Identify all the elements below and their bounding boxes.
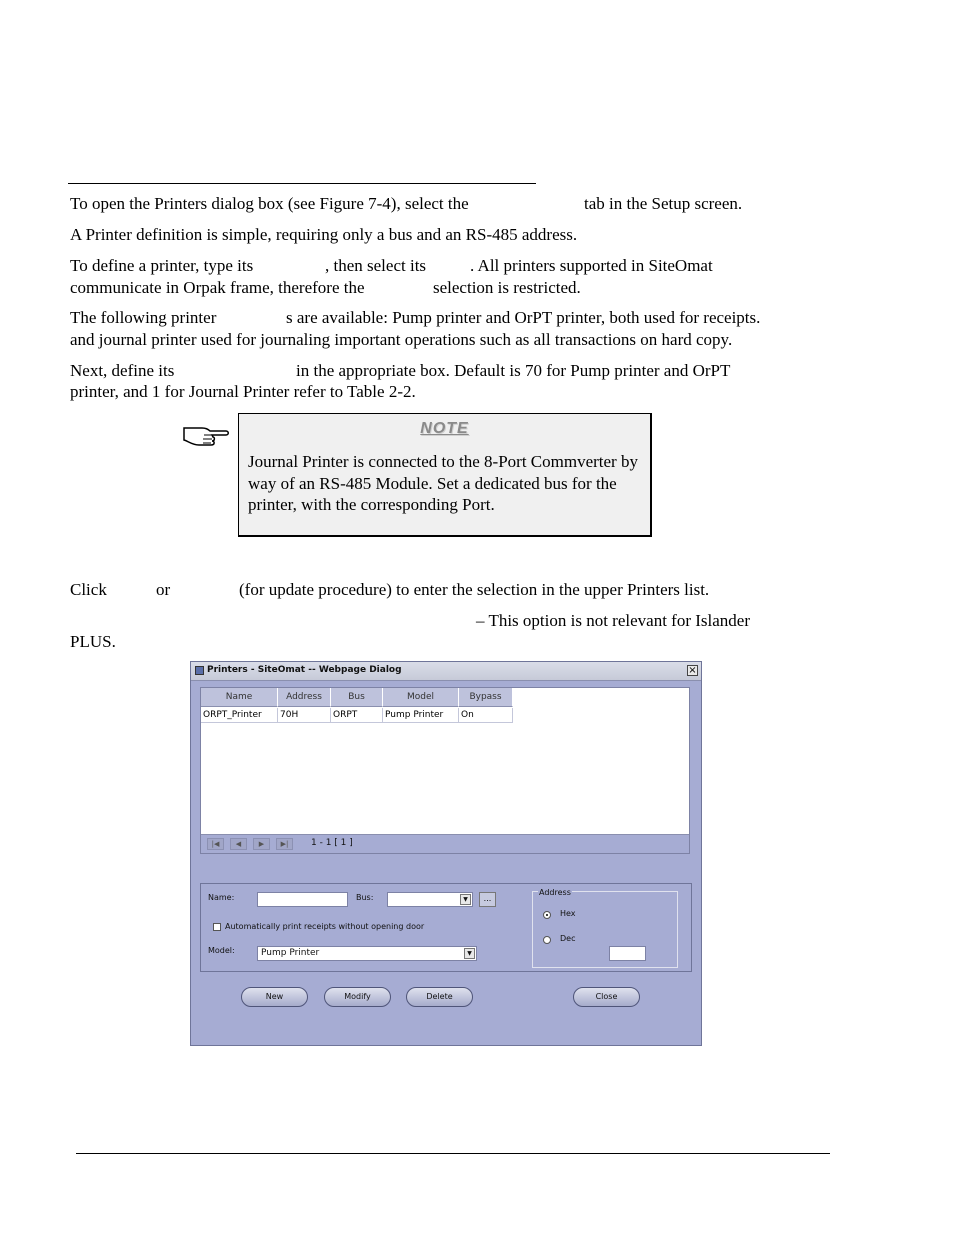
dec-label: Dec	[560, 934, 576, 943]
auto-print-label: Automatically print receipts without opening door	[225, 922, 425, 931]
paragraph-define-printer	[70, 255, 253, 276]
text-click-c: (for update procedure) to enter the selection in the upper Printers list.	[239, 580, 710, 599]
name-label: Name:	[208, 893, 235, 902]
table-cell-bypass[interactable]: On	[459, 708, 513, 723]
close-icon[interactable]: ×	[688, 665, 697, 676]
address-group	[532, 891, 678, 968]
bus-browse-button[interactable]: ...	[479, 892, 496, 907]
paragraph-address-c	[70, 381, 416, 402]
text-define-c: . All printers supported in SiteOmat	[470, 256, 713, 275]
text-address-b: in the appropriate box. Default is 70 for Pump printer and OrPT	[296, 361, 731, 380]
hex-label: Hex	[560, 909, 576, 918]
paragraph-click-c	[239, 579, 709, 600]
dialog-titlebar	[191, 662, 701, 681]
text-click-b: or	[156, 580, 171, 599]
last-page-button[interactable]: ▶|	[276, 838, 293, 850]
close-button[interactable]: Close	[573, 987, 640, 1007]
paragraph-open-dialog-tail	[584, 193, 742, 214]
dec-radio[interactable]	[543, 936, 551, 944]
text-islander-b: PLUS.	[70, 632, 116, 651]
model-select[interactable]	[257, 946, 477, 961]
paragraph-define-printer-e	[433, 277, 581, 298]
text-models-b: s are available: Pump printer and OrPT printer, both used for receipts.	[286, 308, 761, 327]
paragraph-definition	[70, 224, 577, 245]
page-info: 1 - 1 [ 1 ]	[311, 838, 353, 848]
printers-table	[200, 687, 690, 854]
text-models-c: and journal printer used for journaling important operations such as all transactions on hard copy.	[70, 330, 733, 349]
paragraph-define-printer-b	[325, 255, 426, 276]
text-models-a: The following printer	[70, 308, 217, 327]
bus-select[interactable]	[387, 892, 473, 907]
model-select-value: Pump Printer	[261, 948, 320, 958]
paragraph-printer-models	[70, 307, 216, 328]
text-definition: A Printer definition is simple, requiring only a bus and an RS-485 address.	[70, 225, 578, 244]
delete-button[interactable]: Delete	[406, 987, 473, 1007]
column-header-model[interactable]: Model	[383, 688, 459, 707]
note-title: NOTE	[420, 420, 469, 437]
name-input[interactable]	[257, 892, 348, 907]
pointing-hand-icon	[182, 420, 230, 450]
text-click-a: Click	[70, 580, 107, 599]
column-header-address[interactable]: Address	[278, 688, 331, 707]
table-cell-model[interactable]: Pump Printer	[383, 708, 459, 723]
column-header-bypass[interactable]: Bypass	[459, 688, 513, 707]
text-define-e: selection is restricted.	[433, 278, 581, 297]
table-pager	[201, 834, 689, 853]
paragraph-click-b	[156, 579, 170, 600]
text-define-b: , then select its	[325, 256, 427, 275]
paragraph-open-dialog	[70, 193, 469, 214]
address-input[interactable]	[609, 946, 646, 961]
chevron-down-icon[interactable]: ▼	[460, 894, 471, 905]
table-cell-bus[interactable]: ORPT	[331, 708, 383, 723]
text-define-d: communicate in Orpak frame, therefore the	[70, 278, 365, 297]
paragraph-address	[70, 360, 174, 381]
auto-print-checkbox[interactable]	[213, 923, 221, 931]
paragraph-printer-models-c	[70, 329, 732, 350]
table-cell-name[interactable]: ORPT_Printer	[201, 708, 278, 723]
new-button[interactable]: New	[241, 987, 308, 1007]
paragraph-define-printer-d	[70, 277, 365, 298]
text-open-dialog-tail: tab in the Setup screen.	[584, 194, 743, 213]
paragraph-printer-models-b	[286, 307, 760, 328]
text-address-c: printer, and 1 for Journal Printer refer to Table 2-2.	[70, 382, 416, 401]
printers-dialog	[190, 661, 702, 1046]
paragraph-islander	[476, 610, 750, 631]
text-open-dialog: To open the Printers dialog box (see Figure 7-4), select the	[70, 194, 469, 213]
modify-button[interactable]: Modify	[324, 987, 391, 1007]
prev-page-button[interactable]: ◀	[230, 838, 247, 850]
paragraph-islander-b	[70, 631, 116, 652]
text-islander-a: – This option is not relevant for Islander	[476, 611, 750, 630]
top-rule	[68, 183, 536, 184]
chevron-down-icon[interactable]: ▼	[464, 948, 475, 959]
column-header-bus[interactable]: Bus	[331, 688, 383, 707]
dialog-title: Printers - SiteOmat -- Webpage Dialog	[207, 665, 402, 675]
address-group-label: Address	[539, 888, 571, 897]
first-page-button[interactable]: |◀	[207, 838, 224, 850]
table-cell-address[interactable]: 70H	[278, 708, 331, 723]
footer-rule	[76, 1153, 830, 1154]
model-label: Model:	[208, 946, 235, 955]
column-header-name[interactable]: Name	[201, 688, 278, 707]
next-page-button[interactable]: ▶	[253, 838, 270, 850]
text-define-a: To define a printer, type its	[70, 256, 254, 275]
text-address-a: Next, define its	[70, 361, 175, 380]
window-icon	[195, 666, 204, 675]
bus-label: Bus:	[356, 893, 374, 902]
paragraph-define-printer-c	[470, 255, 713, 276]
hex-radio[interactable]	[543, 911, 551, 919]
note-text: Journal Printer is connected to the 8-Port Commverter by way of an RS-485 Module. Set a dedicated bus for the printer, with the corresponding Port.	[248, 452, 638, 514]
paragraph-address-b	[296, 360, 730, 381]
note-box	[238, 413, 652, 537]
paragraph-click	[70, 579, 107, 600]
